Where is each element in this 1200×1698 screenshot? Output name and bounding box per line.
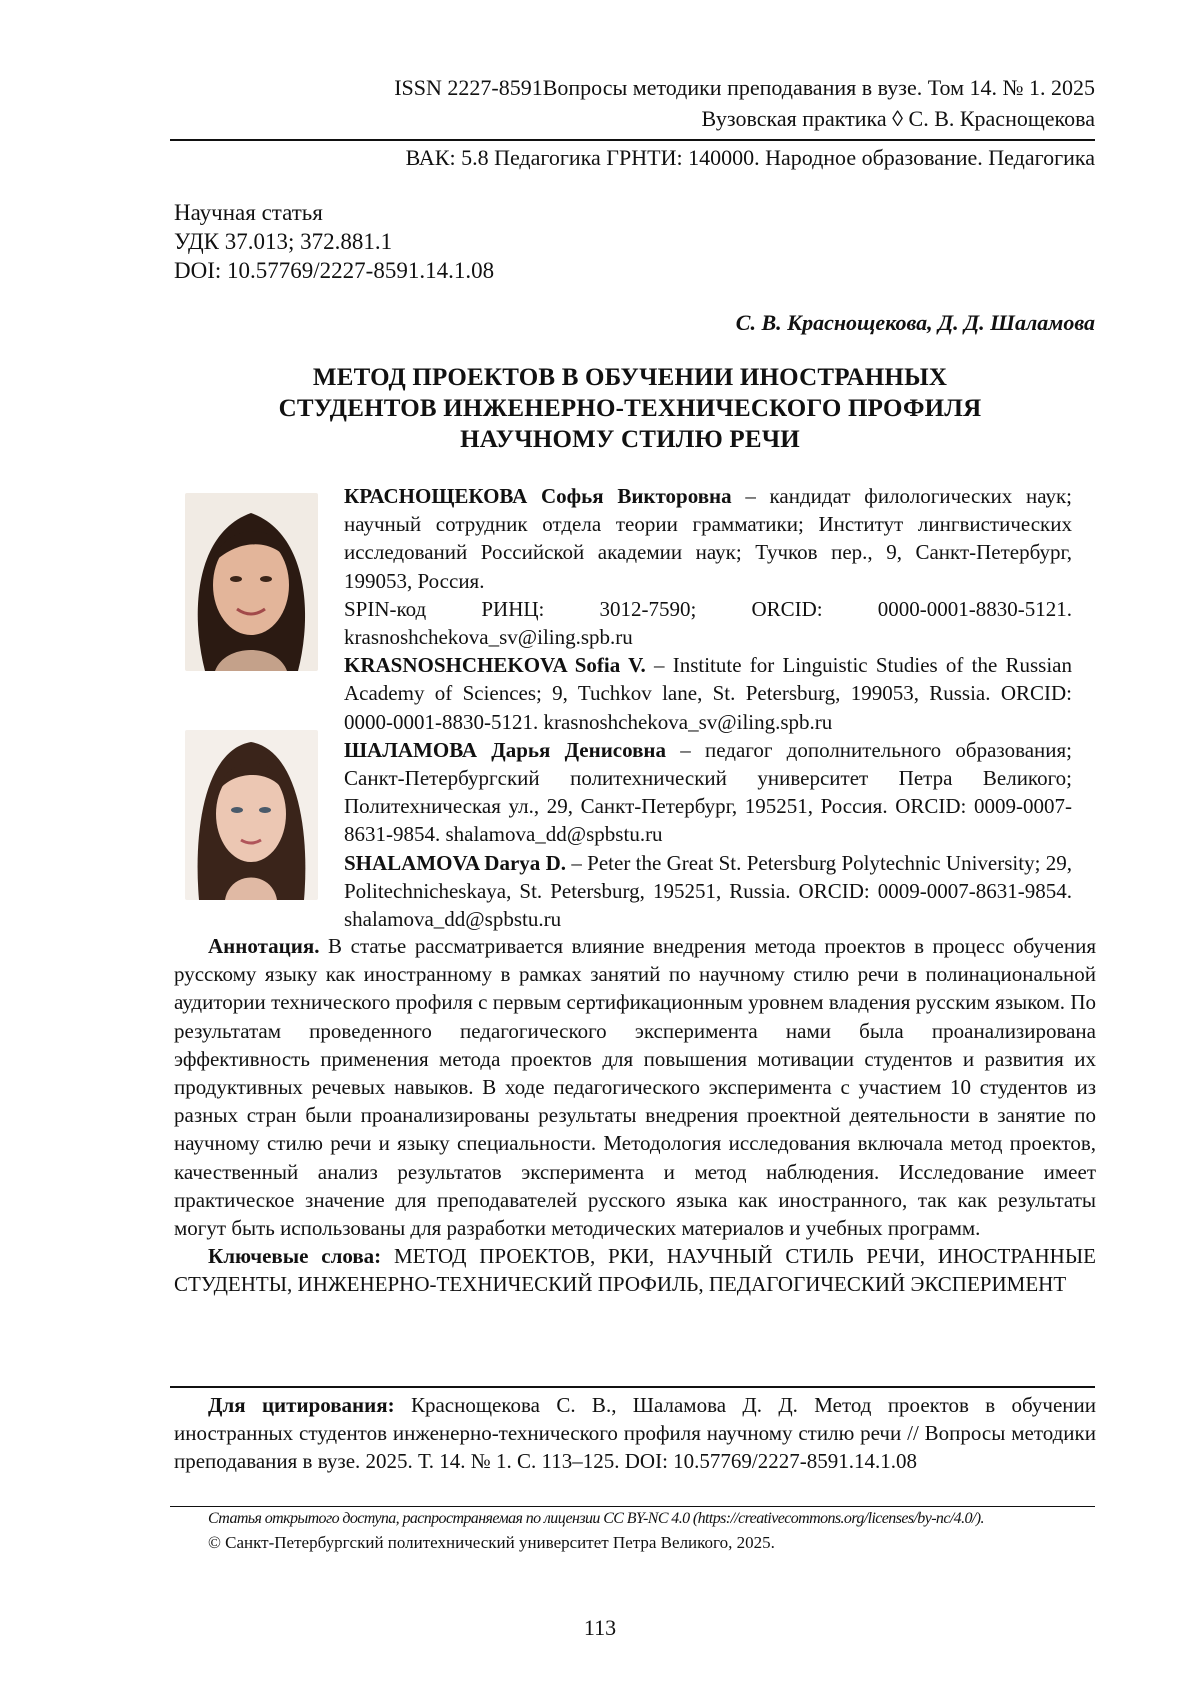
authors-line: С. В. Краснощекова, Д. Д. Шаламова: [735, 310, 1095, 335]
author-photo-2: [185, 730, 318, 900]
udk-code: УДК 37.013; 372.881.1: [174, 229, 393, 254]
citation-rule: [170, 1386, 1095, 1388]
bio-2-ru: [344, 736, 1072, 849]
keywords-paragraph: [174, 1242, 1096, 1298]
bio-2-en: [344, 849, 1072, 934]
bio-2-name-en: SHALAMOVA Darya D.: [344, 850, 567, 875]
title-line-3: НАУЧНОМУ СТИЛЮ РЕЧИ: [460, 426, 800, 453]
bio-2-text-ru: – педагог дополнительного образования; Санкт-Петербургский политехнический университет Петра Великого; Политехническая ул., 29, Санкт-Петербург, 195251, Россия. ORCID: 0009-0007-8631-9854. shalamova_dd@spbstu.ru: [344, 737, 1072, 847]
abstract-paragraph: [174, 932, 1096, 1242]
bio-1-en: [344, 651, 1072, 736]
bio-1-ru: [344, 482, 1072, 595]
footer-rule: [170, 1506, 1095, 1507]
article-title: [200, 362, 1060, 455]
citation-paragraph: [174, 1391, 1096, 1476]
author-portrait-1: [185, 493, 318, 671]
bio-1-ids: SPIN-код РИНЦ: 3012-7590; ORCID: 0000-0001-8830-5121. krasnoshchekova_sv@iling.spb.ru: [344, 596, 1072, 650]
license-note: Статья открытого доступа, распространяемая по лицензии CC BY-NC 4.0 (https://creativecommons.org/licenses/by-nc/4.0/).: [208, 1510, 984, 1527]
author-portrait-2: [185, 730, 318, 900]
journal-header-line-1: ISSN 2227-8591Вопросы методики преподавания в вузе. Том 14. № 1. 2025: [394, 75, 1095, 100]
keywords-text: МЕТОД ПРОЕКТОВ, РКИ, НАУЧНЫЙ СТИЛЬ РЕЧИ, ИНОСТРАННЫЕ СТУДЕНТЫ, ИНЖЕНЕРНО-ТЕХНИЧЕСКИЙ ПРОФИЛЬ, ПЕДАГОГИЧЕСКИЙ ЭКСПЕРИМЕНТ: [174, 1244, 1096, 1297]
citation-label: Для цитирования:: [208, 1393, 395, 1417]
article-meta: [174, 198, 494, 285]
author-bios: [344, 482, 1072, 933]
header-rule: [170, 139, 1095, 141]
bio-2-name-ru: ШАЛАМОВА Дарья Денисовна: [344, 737, 667, 762]
journal-header-line-2: Вузовская практика ◊ С. В. Краснощекова: [701, 106, 1095, 131]
bio-1-text-en: – Institute for Linguistic Studies of the Russian Academy of Sciences; 9, Tuchkov lane, St. Petersburg, 199053, Russia. ORCID: 0000-0001-8830-5121. krasnoshchekova_sv@iling.spb.ru: [344, 653, 1072, 734]
doi: DOI: 10.57769/2227-8591.14.1.08: [174, 258, 495, 283]
title-line-2: СТУДЕНТОВ ИНЖЕНЕРНО-ТЕХНИЧЕСКОГО ПРОФИЛЯ: [278, 395, 982, 422]
article-type: Научная статья: [174, 200, 323, 225]
journal-header-line-3: ВАК: 5.8 Педагогика ГРНТИ: 140000. Народное образование. Педагогика: [405, 145, 1095, 170]
citation-text: Краснощекова С. В., Шаламова Д. Д. Метод проектов в обучении иностранных студентов инженерно-технического профиля научному стилю речи // Вопросы методики преподавания в вузе. 2025. Т. 14. № 1. С. 113–125. DOI: 10.57769/2227-8591.14.1.08: [174, 1393, 1096, 1474]
bio-1-name-en: KRASNOSHCHEKOVA Sofia V.: [344, 653, 646, 678]
citation-section: [174, 1391, 1096, 1476]
copyright-note: © Санкт-Петербургский политехнический университет Петра Великого, 2025.: [208, 1533, 775, 1552]
abstract-section: [174, 932, 1096, 1299]
author-photo-1: [185, 493, 318, 671]
bio-1-name-ru: КРАСНОЩЕКОВА Софья Викторовна: [344, 484, 732, 508]
abstract-text: В статье рассматривается влияние внедрения метода проектов в процесс обучения русскому языку как иностранному в рамках занятий по научному стилю речи в полинациональной аудитории технического профиля с первым сертификационным уровнем владения русским языком. По результатам проведенного педагогического эксперимента нами была проанализирована эффективность применения метода проектов для повышения мотивации студентов и развития их продуктивных речевых навыков. В ходе педагогического эксперимента с участием 10 студентов из разных стран были проанализированы результаты внедрения проектной деятельности в занятие по научному стилю речи и языку специальности. Методология исследования включала метод проектов, качественный анализ результатов эксперимента и метод наблюдения. Исследование имеет практическое значение для преподавателей русского языка как иностранного, так как результаты могут быть использованы для разработки методических материалов и учебных программ.: [174, 934, 1096, 1241]
bio-2-text-en: – Peter the Great St. Petersburg Polytechnic University; 29, Politechnicheskaya, St. Petersburg, 195251, Russia. ORCID: 0009-0007-8631-9854. shalamova_dd@spbstu.ru: [344, 850, 1072, 932]
title-line-1: МЕТОД ПРОЕКТОВ В ОБУЧЕНИИ ИНОСТРАННЫХ: [312, 364, 948, 391]
page-number: 113: [583, 1615, 617, 1640]
keywords-label: Ключевые слова:: [208, 1244, 382, 1269]
bio-1-text-ru: – кандидат филологических наук; научный сотрудник отдела теории грамматики; Институт лингвистических исследований Российской академии наук; Тучков пер., 9, Санкт-Петербург, 199053, Россия.: [344, 484, 1072, 593]
abstract-label: Аннотация.: [208, 934, 320, 958]
